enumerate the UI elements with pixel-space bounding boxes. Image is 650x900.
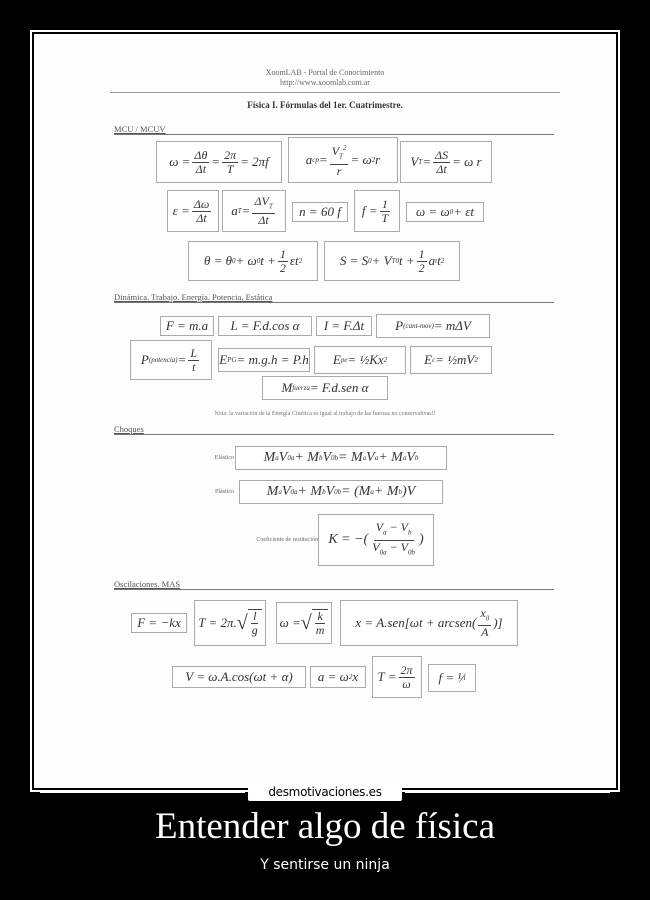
label-plastico: Plástico [215, 489, 234, 495]
formula-s: S = S 0 + V T0 t + $\frac{1}{2}$ a t t 2 [324, 241, 460, 281]
brand-logo[interactable]: desmotivaciones.es [248, 783, 402, 801]
formula-sheet-image [34, 34, 616, 788]
formula-f-mas: f = ¹⁄ t [428, 664, 476, 692]
formula-plastico: M a V 0a + M b V 0b = (M a + M b )V [239, 480, 443, 504]
formula-posicion: x = A.sen[ωt + arcsen( $\frac{x_0}{A}$ )] [340, 600, 518, 646]
section-choques-label: Choques [114, 424, 144, 434]
formula-omega-t: ω = ω 0 + εt [406, 202, 484, 222]
section-oscilaciones-label: Oscilaciones. MAS [114, 579, 181, 589]
formula-aceleracion: a = ω 2 x [310, 666, 366, 688]
poster-title: Entender algo de física [154, 806, 496, 847]
formula-omega-mas: ω = √ $\frac{k}{m}$ [276, 602, 332, 644]
formula-epsilon: ε = $\frac{\Delta\omega}{\Delta t}$ [167, 190, 219, 232]
formula-coef: K = −( $\frac{V_a - V_b}{V_{0a} - V_{0b}}$ ) [318, 514, 434, 566]
brand-line-left [40, 790, 245, 793]
formula-hooke: F = −kx [131, 613, 187, 633]
formula-acp: a cp = $\frac{V_T^2}{r}$ = ω 2 r [288, 137, 398, 183]
sheet-note: Nota: la variación de la Energía Cinética es igual al trabajo de las fuerzas no conservativas!! [214, 411, 436, 417]
section-dinamica [114, 292, 554, 303]
formula-f: f = $\frac{1}{T}$ [354, 190, 400, 232]
formula-elastico: M a V 0a + M b V 0b = M a V a + M a V b [235, 446, 447, 470]
formula-n: n = 60 f [292, 202, 348, 222]
poster-subtitle: Y sentirse un ninja [260, 857, 390, 873]
formula-at: a T = $\frac{\Delta V_T}{\Delta t}$ [222, 190, 286, 232]
formula-trabajo: L = F.d.cos α [218, 316, 312, 336]
formula-cantmov: P (cant-mov) = mΔV [376, 314, 490, 338]
formula-t-mas: T = $\frac{2\pi}{\omega}$ [372, 656, 422, 698]
sheet-header-url: http://www.xoomlab.com.ar [280, 78, 370, 87]
formula-theta: θ = θ 0 + ω 0 t + $\frac{1}{2}$ εt 2 [188, 241, 318, 281]
formula-velocidad: V = ω.A.cos(ωt + α) [172, 666, 306, 688]
formula-newton: F = m.a [160, 316, 214, 336]
section-mcu [114, 124, 554, 135]
formula-epg: E PG = m.g.h = P.h [218, 348, 310, 372]
brand-line-right [405, 790, 610, 793]
section-mcu-label: MCU / MCUV [114, 124, 166, 134]
label-coef: Coeficiente de restitución [256, 537, 318, 543]
formula-impulso: I = F.Δt [316, 316, 372, 336]
sheet-title: Física I. Fórmulas del 1er. Cuatrimestre. [247, 100, 403, 110]
formula-momento: M fuerza = F.d.sen α [262, 376, 388, 400]
section-choques [114, 424, 554, 435]
section-dinamica-label: Dinámica. Trabajo. Energía. Potencia. Estática [114, 292, 273, 302]
formula-periodo: T = 2π. √ $\frac{l}{g}$ [194, 600, 266, 646]
formula-epe: E pe = ½Kx 2 [314, 346, 406, 374]
header-divider [110, 92, 560, 93]
section-oscilaciones [114, 579, 554, 590]
sheet-header-site: XoomLAB - Portal de Conocimiento [265, 68, 385, 77]
formula-ec: E c = ½mV 2 [410, 346, 492, 374]
formula-omega: ω = $\frac{\Delta\theta}{\Delta t}$ = $\frac{2\pi}{T}$ = 2πf [156, 141, 282, 183]
formula-vt: V T = $\frac{\Delta S}{\Delta t}$ = ω r [400, 141, 492, 183]
formula-potencia: P (potencia) = $\frac{L}{t}$ [130, 340, 212, 380]
label-elastico: Elástico [214, 455, 234, 461]
